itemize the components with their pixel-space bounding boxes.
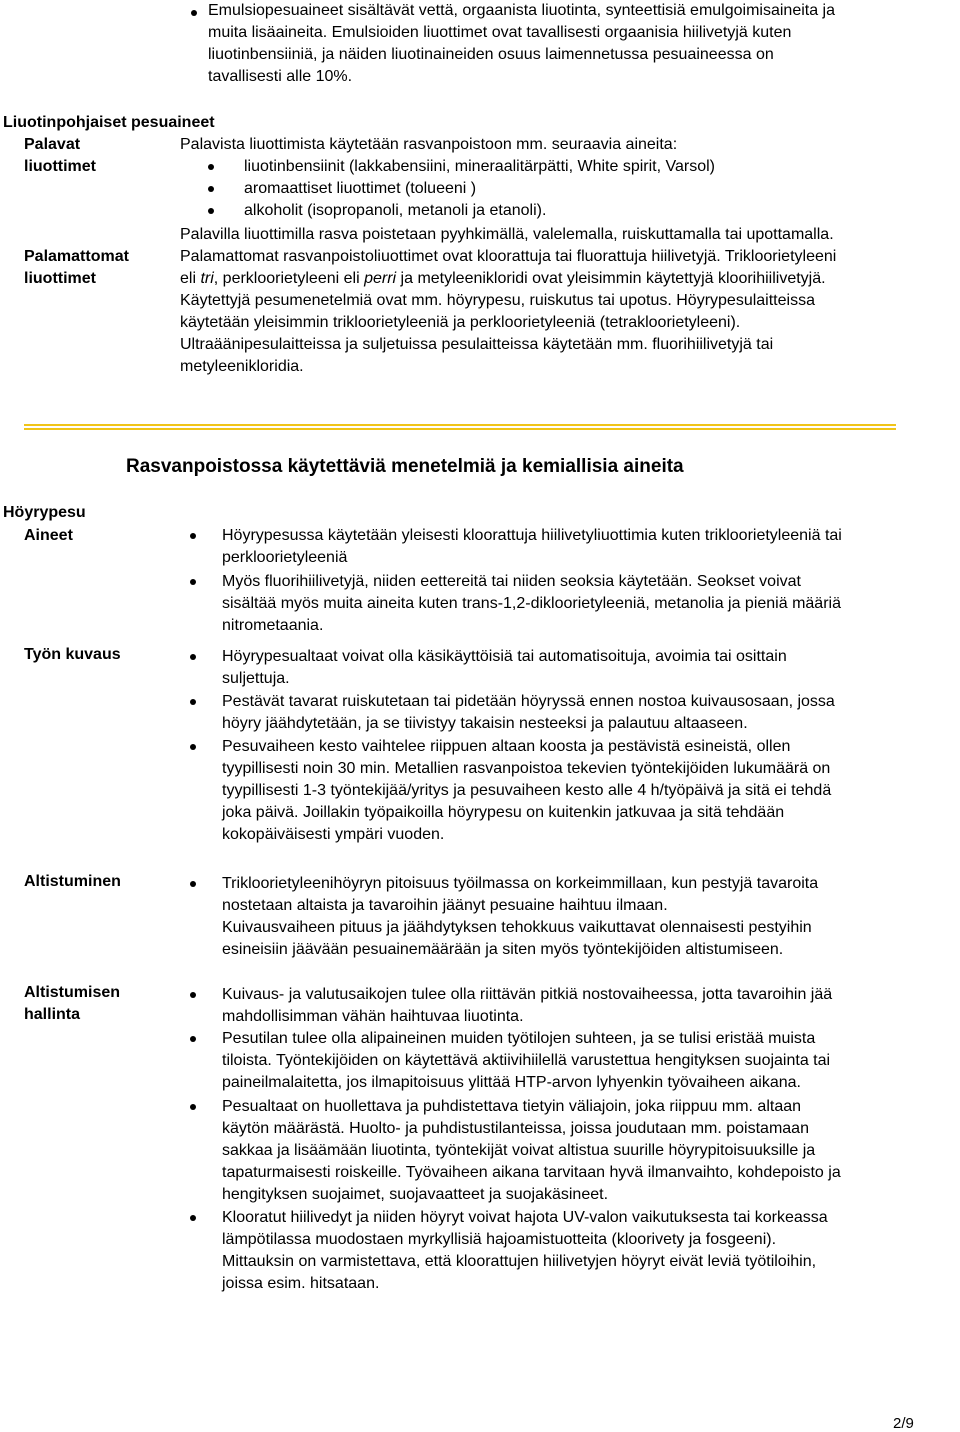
- bullet-icon: [208, 208, 214, 214]
- bullet-icon: [190, 992, 196, 998]
- list-item: Trikloorietyleenihöyryn pitoisuus työilmassa on korkeimmillaan, kun pestyjä tavaroita nostetaan altaista ja tavaroihin jäänyt pesuaine haihtuu ilmaan. Kuivausvaiheen pituus ja jäähdytyksen tehokkuus vaikuttavat olennaisesti pestyihin esineisiin jäävään pesuainemäärään ja siten myös työntekijöiden altistumiseen.: [222, 875, 819, 958]
- bullet-icon: [190, 881, 196, 887]
- italic-term-perri: perri: [364, 270, 397, 287]
- label-tyon-kuvaus: Työn kuvaus: [24, 646, 121, 663]
- divider-rule: [24, 424, 896, 426]
- text-fragment: , perkloorietyleeni eli: [213, 270, 365, 287]
- list-item: liuotinbensiinit (lakkabensiini, mineraalitärpätti, White spirit, Varsol): [244, 158, 716, 175]
- list-item: Pestävät tavarat ruiskutetaan tai pidetään höyryssä ennen nostoa kuivausosaan, jossa höyry jäähdytetään, ja se tiivistyy takaisin nesteeksi ja palautuu altaaseen.: [222, 693, 835, 732]
- text-fragment: eli: [180, 270, 201, 287]
- label-palamattomat: Palamattomat liuottimet: [24, 248, 129, 287]
- label-aineet: Aineet: [24, 527, 73, 544]
- list-item: Klooratut hiilivedyt ja niiden höyryt voivat hajota UV-valon vaikutuksesta tai korkeassa lämpötilassa muodostaen myrkyllisiä hajoamistuotteita (kloorivety ja fosgeeni). Mittauksin on varmistettava, että kloorattujen hiilivetyjen höyryt eivät leviä työtiloihin, joissa esim. hitsataan.: [222, 1209, 828, 1292]
- emulsion-paragraph: Emulsiopesuaineet sisältävät vettä, orgaanista liuotinta, synteettisiä emulgoimisaineita ja muita lisäaineita. Emulsioiden liuottimet ovat tavallisesti orgaanisia hiilivetyjä kuten liuotinbensiiniä, ja näiden liuotinaineiden osuus laimennetussa pesuaineessa on tavallisesti alle 10%.: [208, 2, 836, 85]
- palavat-outro: Palavilla liuottimilla rasva poistetaan pyyhkimällä, valelemalla, ruiskuttamalla tai upottamalla.: [180, 226, 834, 243]
- list-item: Höyrypesussa käytetään yleisesti kloorattuja hiilivetyliuottimia kuten trikloorietyleeniä tai perkloorietyleeniä: [222, 527, 842, 566]
- list-item: aromaattiset liuottimet (tolueeni ): [244, 180, 477, 197]
- bullet-icon: [208, 164, 214, 170]
- list-item: Myös fluorihiilivetyjä, niiden eettereitä tai niiden seoksia käytetään. Seokset voivat sisältää myös muita aineita kuten trans-1,2-dikloorietyleeniä, metanolia ja pieniä määriä nitrometaania.: [222, 573, 841, 634]
- bullet-icon: [190, 1215, 196, 1221]
- list-item: Höyrypesualtaat voivat olla käsikäyttöisiä tai automatisoituja, avoimia tai osittain suljettuja.: [222, 648, 787, 687]
- label-palavat: Palavat liuottimet: [24, 136, 96, 175]
- bullet-icon: [190, 579, 196, 585]
- list-item: Pesualtaat on huollettava ja puhdistettava tietyin väliajoin, joka riippuu mm. altaan käytön määrästä. Huolto- ja puhdistustilanteissa, joissa joudutaan mm. poistamaan sakkaa ja lisäämään liuotinta, työntekijät voivat altistua suurille höyrypitoisuuksille ja tapaturmaisesti roiskeille. Työvaiheen aikana tarvitaan hyvä ilmanvaihto, kohdepoisto ja hengityksen suojaimet, suojavaatteet ja suojakäsineet.: [222, 1098, 841, 1203]
- bullet-icon: [190, 744, 196, 750]
- bullet-icon: [191, 10, 197, 16]
- bullet-icon: [190, 1036, 196, 1042]
- list-item: Kuivaus- ja valutusaikojen tulee olla riittävän pitkiä nostovaiheessa, jotta tavaroihin jää mahdollisimman vähän haihtuvaa liuotinta.: [222, 986, 833, 1025]
- bullet-icon: [190, 654, 196, 660]
- list-item: Pesutilan tulee olla alipaineinen muiden työtilojen suhteen, ja se tulisi eristää muista tiloista. Työntekijöiden on käytettävä aktiivihiilellä varustettua hengityksen suojainta tai paineilmalaitetta, jos ilmapitoisuus ylittää HTP-arvon lyhyenkin työvaiheen aikana.: [222, 1030, 831, 1091]
- bullet-icon: [190, 1104, 196, 1110]
- bullet-icon: [190, 699, 196, 705]
- label-altistumisen-hallinta: Altistumisen hallinta: [24, 984, 121, 1023]
- palamattomat-line1: Palamattomat rasvanpoistoliuottimet ovat kloorattuja tai fluorattuja hiilivetyjä. Trikloorietyleeni: [180, 248, 837, 265]
- bullet-icon: [190, 533, 196, 539]
- bullet-icon: [208, 186, 214, 192]
- section-heading-solvent-detergents: Liuotinpohjaiset pesuaineet: [3, 114, 215, 131]
- label-altistuminen: Altistuminen: [24, 873, 121, 890]
- list-item: Pesuvaiheen kesto vaihtelee riippuen altaan koosta ja pestävistä esineistä, ollen tyypillisesti noin 30 min. Metallien rasvanpoistoa tekevien työntekijöiden lukumäärä on tyypillisesti 1-3 työntekijää/yritys ja pesuvaiheen kesto alle 4 h/työpäivä ja sitä ei tehdä joka päivä. Joillakin työpaikoilla höyrypesu on kuitenkin jatkuvaa ja sitä tehdään kokopäiväisesti ympäri vuoden.: [222, 738, 832, 843]
- italic-term-tri: tri: [200, 270, 214, 287]
- palamattomat-line2: [180, 268, 826, 290]
- list-item: alkoholit (isopropanoli, metanoli ja etanoli).: [244, 202, 547, 219]
- divider-rule: [24, 428, 896, 430]
- text-fragment: ja metyleenikloridi ovat yleisimmin käytettyjä kloorihiilivetyjä.: [396, 270, 826, 287]
- palavat-intro: Palavista liuottimista käytetään rasvanpoistoon mm. seuraavia aineita:: [180, 136, 678, 153]
- page-number: 2/9: [893, 1415, 914, 1432]
- palamattomat-rest: Käytettyjä pesumenetelmiä ovat mm. höyrypesu, ruiskutus tai upotus. Höyrypesulaitteissa käytetään yleisimmin trikloorietyleeniä ja perkloorietyleeniä (tetrakloorietyleeni). Ultraäänipesulaitteissa ja suljetuissa pesulaitteissa käytetään mm. fluorihiilivetyjä tai metyleenikloridia.: [180, 292, 815, 375]
- section-heading-steam-cleaning: Höyrypesu: [3, 504, 86, 521]
- page-title: Rasvanpoistossa käytettäviä menetelmiä ja kemiallisia aineita: [126, 456, 684, 477]
